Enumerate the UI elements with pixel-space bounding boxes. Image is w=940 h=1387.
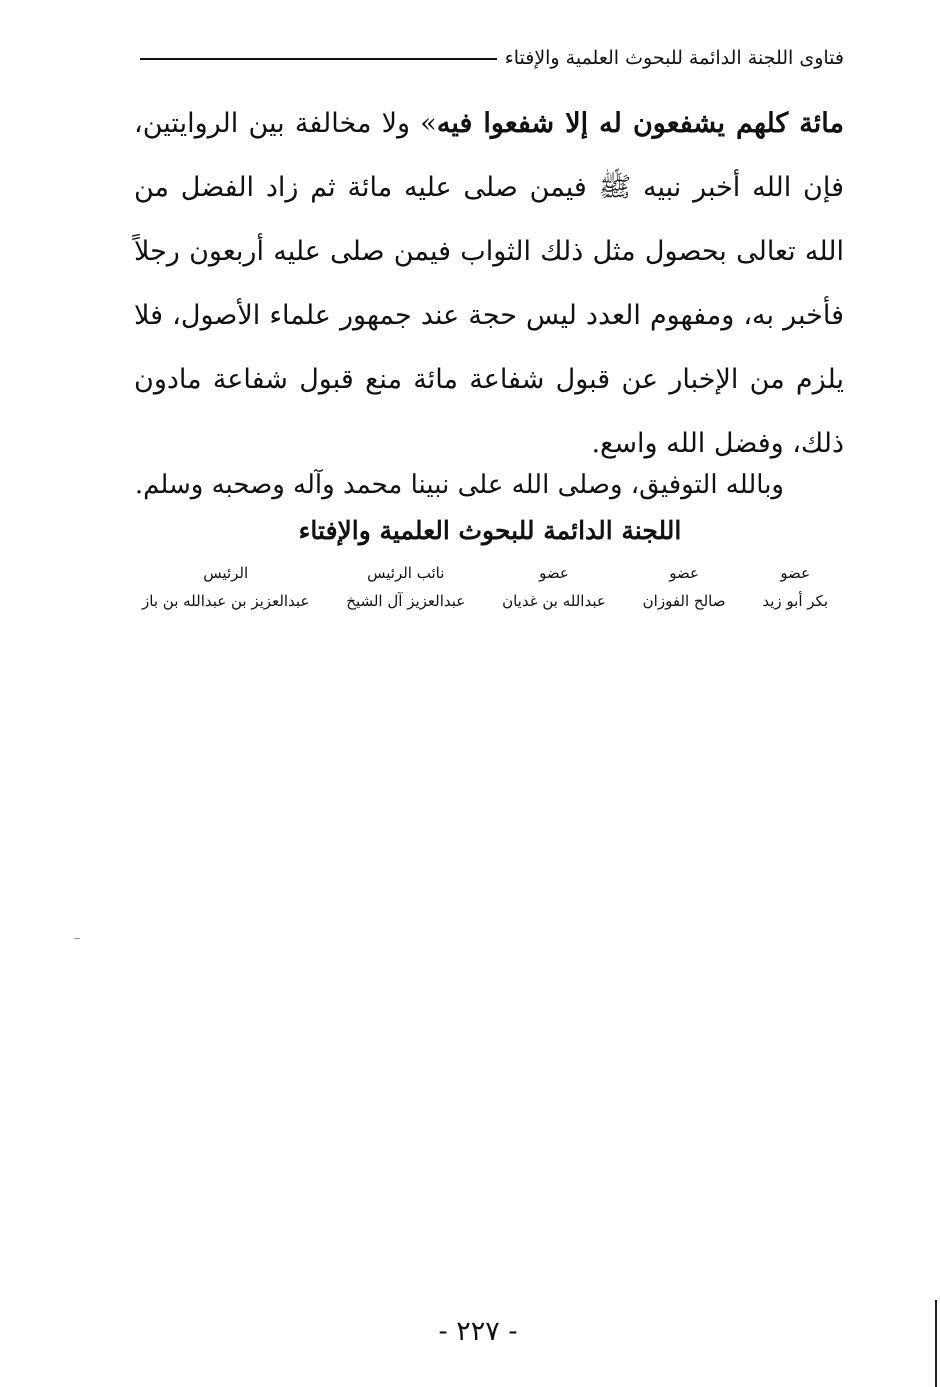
- signature-name: عبدالله بن غديان: [502, 592, 606, 610]
- hadith-quote: مائة كلهم يشفعون له إلا شفعوا فيه: [436, 108, 844, 139]
- signature-role: عضو: [539, 564, 569, 582]
- running-header-title: فتاوى اللجنة الدائمة للبحوث العلمية والإفتاء: [504, 47, 844, 69]
- fatwa-paragraph: [134, 92, 844, 476]
- signature-name: صالح الفوزان: [642, 592, 726, 610]
- signatures: [142, 560, 828, 616]
- signature-role: الرئيس: [203, 564, 249, 582]
- signature-member-1: [762, 560, 828, 616]
- signature-name: عبدالعزيز بن عبدالله بن باز: [142, 592, 310, 610]
- signature-president: [142, 560, 309, 616]
- signature-vice-president: [346, 560, 465, 616]
- page-number: - ٢٢٧ -: [438, 1316, 518, 1347]
- running-header: [140, 38, 844, 78]
- signature-member-2: [643, 560, 726, 616]
- signature-role: عضو: [780, 564, 811, 582]
- signature-name: بكر أبو زيد: [762, 592, 828, 610]
- signature-role: نائب الرئيس: [367, 564, 445, 582]
- fatwa-text: » ولا مخالفة بين الروايتين، فإن الله أخبر نبيه ﷺ فيمن صلى عليه مائة ثم زاد الفضل من الله تعالى بحصول مثل ذلك الثواب فيمن صلى عليه أربعون رجلاً فأخبر به، ومفهوم العدد ليس حجة عند جمهور علماء الأصول، فلا يلزم من الإخبار عن قبول شفاعة مائة منع قبول شفاعة مادون ذلك، وفضل الله واسع.: [134, 108, 844, 459]
- signature-role: عضو: [669, 564, 699, 582]
- committee-title: اللجنة الدائمة للبحوث العلمية والإفتاء: [298, 516, 682, 545]
- header-rule: [140, 58, 497, 60]
- scan-mark: [74, 938, 80, 939]
- closing-line: وبالله التوفيق، وصلى الله على نبينا محمد وآله وصحبه وسلم.: [134, 470, 784, 500]
- fatwa-body: [134, 92, 844, 476]
- scan-edge: [935, 1300, 937, 1387]
- signature-member-3: [502, 560, 606, 616]
- signature-name: عبدالعزيز آل الشيخ: [346, 592, 466, 610]
